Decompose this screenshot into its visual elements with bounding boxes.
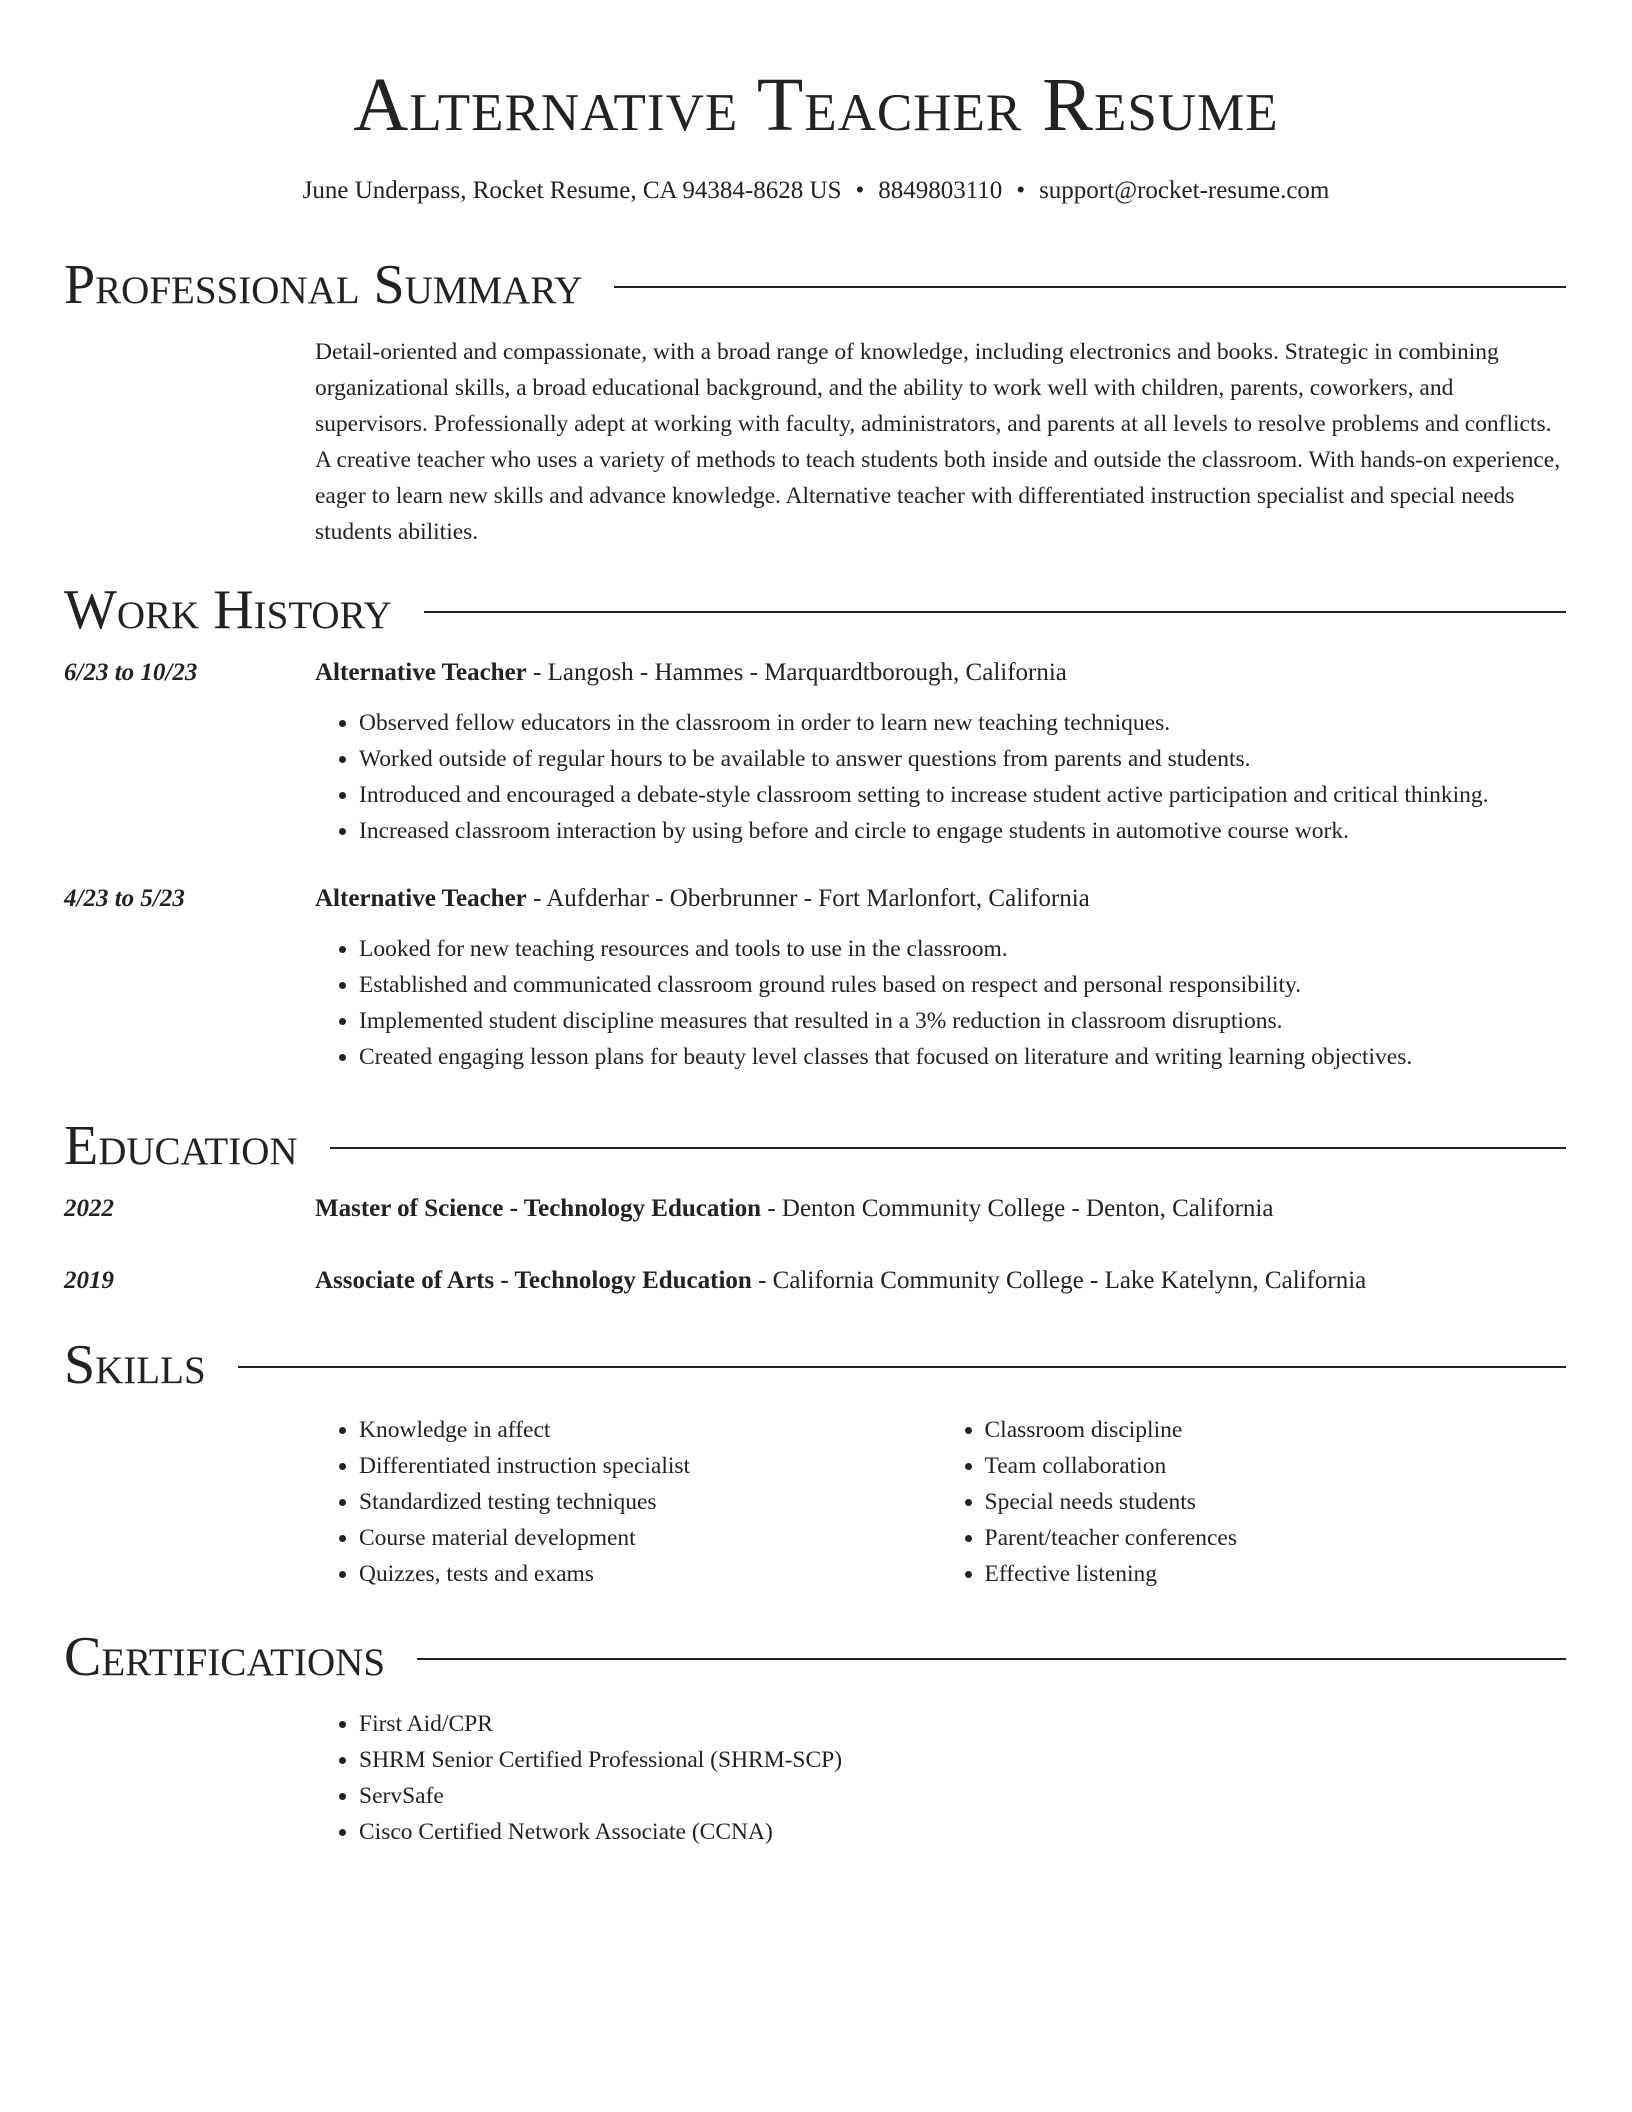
- certification-item: • SHRM Senior Certified Professional (SHRM-SCP): [359, 1742, 1566, 1778]
- job-bullets: [315, 931, 1566, 1075]
- job-dates: 6/23 to 10/23: [64, 659, 198, 686]
- education-heading: Education: [64, 1115, 298, 1177]
- education-heading-line: [315, 1263, 1366, 1299]
- section-divider: [238, 1366, 1566, 1368]
- certifications-list: [315, 1706, 1566, 1850]
- skill-item: • Course material development: [359, 1520, 941, 1556]
- education-year: 2022: [64, 1195, 114, 1222]
- contact-line: [66, 174, 1566, 208]
- contact-separator: •: [855, 177, 865, 204]
- education-school: - California Community College - Lake Katelynn, California: [751, 1267, 1367, 1294]
- job-bullets-wrapper: [315, 705, 1566, 849]
- summary-heading: Professional Summary: [64, 254, 583, 316]
- education-degree: Associate of Arts - Technology Education: [315, 1267, 752, 1294]
- certification-item: • ServSafe: [359, 1778, 1566, 1814]
- skill-item: • Knowledge in affect: [359, 1412, 941, 1448]
- education-section: [64, 1111, 1566, 1299]
- section-divider: [417, 1658, 1566, 1660]
- certification-item: • First Aid/CPR: [359, 1706, 1566, 1742]
- skill-item: • Team collaboration: [985, 1448, 1567, 1484]
- skills-list-right: [941, 1412, 1567, 1592]
- certifications-header: [64, 1622, 1566, 1692]
- job-dates: 4/23 to 5/23: [64, 885, 185, 912]
- job-employer: - Aufderhar - Oberbrunner - Fort Marlonfort, California: [526, 885, 1090, 912]
- education-header: [64, 1111, 1566, 1181]
- certification-item: • Cisco Certified Network Associate (CCNA): [359, 1814, 1566, 1850]
- job-heading: [315, 655, 1067, 691]
- resume-title: Alternative Teacher Resume: [353, 63, 1279, 147]
- skill-item: • Differentiated instruction specialist: [359, 1448, 941, 1484]
- skill-item: • Special needs students: [985, 1484, 1567, 1520]
- job-bullet: • Created engaging lesson plans for beauty level classes that focused on literature and writing learning objectives.: [359, 1039, 1566, 1075]
- job-header: [64, 881, 1566, 917]
- job-employer: - Langosh - Hammes - Marquardtborough, California: [526, 659, 1067, 686]
- job-bullet: • Increased classroom interaction by using before and circle to engage students in automotive course work.: [359, 813, 1566, 849]
- work-history-section: [64, 575, 1566, 1075]
- job-bullet: • Observed fellow educators in the classroom in order to learn new teaching techniques.: [359, 705, 1566, 741]
- work-history-header: [64, 575, 1566, 645]
- skill-item: • Parent/teacher conferences: [985, 1520, 1567, 1556]
- certifications-body: [315, 1706, 1566, 1850]
- job-entry: [64, 881, 1566, 1075]
- section-divider: [330, 1147, 1566, 1149]
- education-entry: [64, 1191, 1566, 1227]
- contact-address: June Underpass, Rocket Resume, CA 94384-8628 US: [302, 177, 842, 204]
- education-entry: [64, 1263, 1566, 1299]
- work-history-heading: Work History: [64, 579, 392, 641]
- contact-email: support@rocket-resume.com: [1039, 177, 1330, 204]
- section-divider: [614, 286, 1566, 288]
- skills-grid: [315, 1412, 1566, 1592]
- education-degree: Master of Science - Technology Education: [315, 1195, 762, 1222]
- skill-item: • Classroom discipline: [985, 1412, 1567, 1448]
- education-school: - Denton Community College - Denton, California: [761, 1195, 1274, 1222]
- job-bullet: • Worked outside of regular hours to be available to answer questions from parents and students.: [359, 741, 1566, 777]
- job-bullets-wrapper: [315, 931, 1566, 1075]
- job-bullet: • Introduced and encouraged a debate-style classroom setting to increase student active participation and critical thinking.: [359, 777, 1566, 813]
- skills-heading: Skills: [64, 1334, 206, 1396]
- job-heading: [315, 881, 1090, 917]
- skill-item: • Standardized testing techniques: [359, 1484, 941, 1520]
- job-bullet: • Implemented student discipline measures that resulted in a 3% reduction in classroom disruptions.: [359, 1003, 1566, 1039]
- job-bullet: • Looked for new teaching resources and tools to use in the classroom.: [359, 931, 1566, 967]
- skills-header: [64, 1330, 1566, 1400]
- job-entry: [64, 655, 1566, 849]
- section-divider: [424, 611, 1566, 613]
- summary-section: [64, 250, 1566, 550]
- summary-header: [64, 250, 1566, 320]
- certifications-section: [64, 1622, 1566, 1850]
- job-title: Alternative Teacher: [315, 659, 527, 686]
- contact-phone: 8849803110: [878, 177, 1003, 204]
- job-header: [64, 655, 1566, 691]
- contact-separator: •: [1016, 177, 1026, 204]
- skills-list-left: [315, 1412, 941, 1592]
- job-bullets: [315, 705, 1566, 849]
- skill-item: • Effective listening: [985, 1556, 1567, 1592]
- education-heading-line: [315, 1191, 1273, 1227]
- skill-item: • Quizzes, tests and exams: [359, 1556, 941, 1592]
- skills-section: [64, 1330, 1566, 1592]
- education-year: 2019: [64, 1267, 114, 1294]
- summary-text: Detail-oriented and compassionate, with a broad range of knowledge, including electronics and books. Strategic in combining organizational skills, a broad educational background, and the ability to work well with children, parents, coworkers, and supervisors. Professionally adept at working with faculty, administrators, and parents at all levels to resolve problems and conflicts. A creative teacher who uses a variety of methods to teach students both inside and outside the classroom. With hands-on experience, eager to learn new skills and advance knowledge. Alternative teacher with differentiated instruction specialist and special needs students abilities.: [315, 339, 1561, 545]
- job-title: Alternative Teacher: [315, 885, 527, 912]
- certifications-heading: Certifications: [64, 1626, 386, 1688]
- job-bullet: • Established and communicated classroom ground rules based on respect and personal responsibility.: [359, 967, 1566, 1003]
